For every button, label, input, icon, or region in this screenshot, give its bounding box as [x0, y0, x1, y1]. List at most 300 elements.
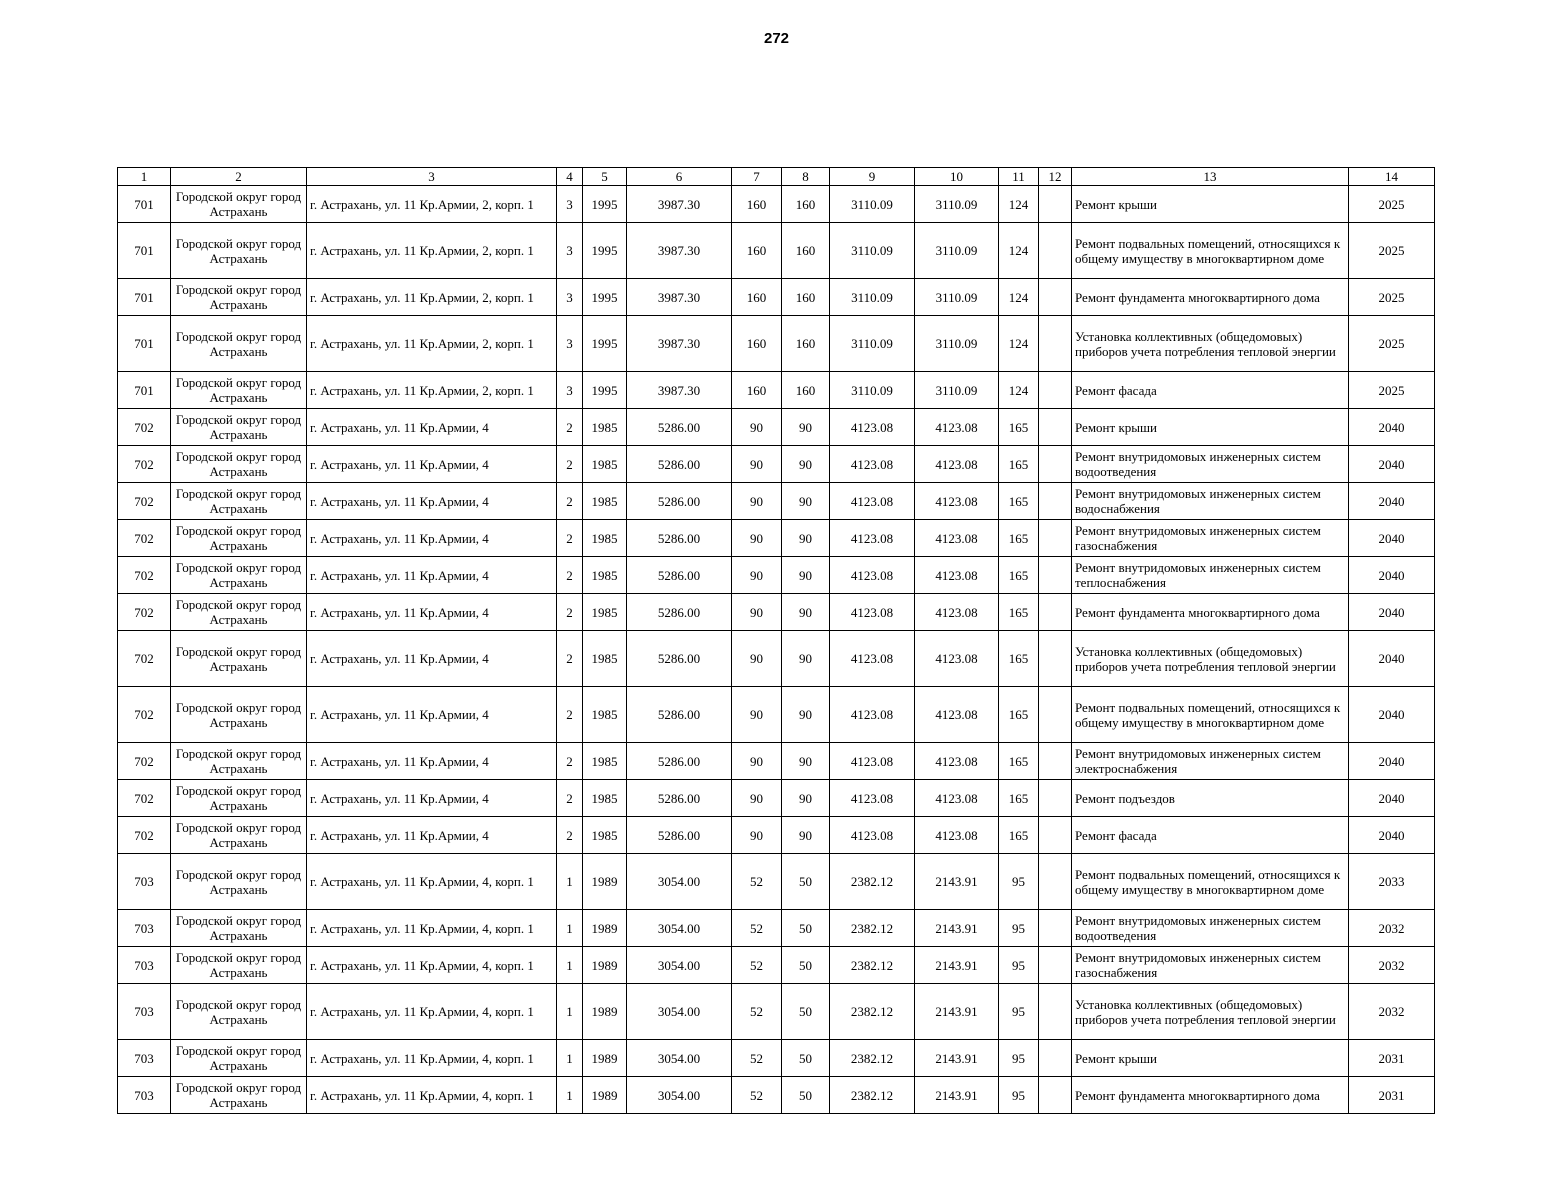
col12-cell: [1039, 743, 1072, 780]
col10-cell: 4123.08: [915, 743, 999, 780]
address-cell: г. Астрахань, ул. 11 Кр.Армии, 4: [307, 817, 557, 854]
col5-cell: 1989: [583, 1040, 627, 1077]
col6-cell: 3987.30: [627, 186, 732, 223]
col4-cell: 2: [557, 687, 583, 743]
col7-cell: 160: [732, 223, 782, 279]
col12-cell: [1039, 1077, 1072, 1114]
planned-year-cell: 2033: [1349, 854, 1435, 910]
work-type-cell: Ремонт внутридомовых инженерных систем теплоснабжения: [1072, 557, 1349, 594]
col4-cell: 2: [557, 557, 583, 594]
work-type-cell: Ремонт внутридомовых инженерных систем электроснабжения: [1072, 743, 1349, 780]
col6-cell: 5286.00: [627, 520, 732, 557]
col10-cell: 3110.09: [915, 316, 999, 372]
col12-cell: [1039, 817, 1072, 854]
house-number-cell: 703: [118, 1077, 171, 1114]
col6-cell: 3987.30: [627, 223, 732, 279]
col9-cell: 4123.08: [830, 594, 915, 631]
col7-cell: 52: [732, 1040, 782, 1077]
col12-cell: [1039, 279, 1072, 316]
address-cell: г. Астрахань, ул. 11 Кр.Армии, 2, корп. 1: [307, 186, 557, 223]
col11-cell: 165: [999, 483, 1039, 520]
house-number-cell: 702: [118, 687, 171, 743]
house-number-cell: 701: [118, 316, 171, 372]
col5-cell: 1989: [583, 910, 627, 947]
address-cell: г. Астрахань, ул. 11 Кр.Армии, 4, корп. 1: [307, 910, 557, 947]
municipality-cell: Городской округ город Астрахань: [171, 631, 307, 687]
col6-cell: 3054.00: [627, 947, 732, 984]
col5-cell: 1985: [583, 520, 627, 557]
col9-cell: 4123.08: [830, 817, 915, 854]
address-cell: г. Астрахань, ул. 11 Кр.Армии, 4: [307, 594, 557, 631]
column-header-6: 6: [627, 168, 732, 186]
col9-cell: 4123.08: [830, 557, 915, 594]
col4-cell: 2: [557, 409, 583, 446]
col10-cell: 4123.08: [915, 780, 999, 817]
col9-cell: 4123.08: [830, 483, 915, 520]
column-header-11: 11: [999, 168, 1039, 186]
table-row: [118, 631, 1435, 687]
col5-cell: 1985: [583, 743, 627, 780]
municipality-cell: Городской округ город Астрахань: [171, 557, 307, 594]
work-type-cell: Ремонт подвальных помещений, относящихся к общему имуществу в многоквартирном доме: [1072, 223, 1349, 279]
column-header-14: 14: [1349, 168, 1435, 186]
address-cell: г. Астрахань, ул. 11 Кр.Армии, 4: [307, 483, 557, 520]
col5-cell: 1985: [583, 780, 627, 817]
col6-cell: 5286.00: [627, 687, 732, 743]
house-number-cell: 703: [118, 947, 171, 984]
work-type-cell: Ремонт фундамента многоквартирного дома: [1072, 279, 1349, 316]
col4-cell: 2: [557, 743, 583, 780]
col11-cell: 165: [999, 687, 1039, 743]
col7-cell: 52: [732, 1077, 782, 1114]
col9-cell: 4123.08: [830, 631, 915, 687]
municipality-cell: Городской округ город Астрахань: [171, 1077, 307, 1114]
col4-cell: 1: [557, 910, 583, 947]
col8-cell: 90: [782, 520, 830, 557]
planned-year-cell: 2040: [1349, 446, 1435, 483]
house-number-cell: 702: [118, 409, 171, 446]
col11-cell: 95: [999, 1040, 1039, 1077]
col8-cell: 90: [782, 594, 830, 631]
col12-cell: [1039, 409, 1072, 446]
column-header-8: 8: [782, 168, 830, 186]
table-row: [118, 446, 1435, 483]
work-type-cell: Ремонт подвальных помещений, относящихся к общему имуществу в многоквартирном доме: [1072, 687, 1349, 743]
table-row: [118, 854, 1435, 910]
planned-year-cell: 2040: [1349, 631, 1435, 687]
col12-cell: [1039, 780, 1072, 817]
col7-cell: 90: [732, 594, 782, 631]
table-row: [118, 372, 1435, 409]
col7-cell: 90: [732, 743, 782, 780]
work-type-cell: Ремонт внутридомовых инженерных систем водоснабжения: [1072, 483, 1349, 520]
col4-cell: 2: [557, 483, 583, 520]
col4-cell: 2: [557, 520, 583, 557]
table-body: [118, 186, 1435, 1114]
header-row: [118, 168, 1435, 186]
column-header-13: 13: [1072, 168, 1349, 186]
col9-cell: 2382.12: [830, 1077, 915, 1114]
col12-cell: [1039, 186, 1072, 223]
table-row: [118, 947, 1435, 984]
col4-cell: 1: [557, 984, 583, 1040]
col6-cell: 5286.00: [627, 557, 732, 594]
col6-cell: 5286.00: [627, 594, 732, 631]
address-cell: г. Астрахань, ул. 11 Кр.Армии, 4: [307, 743, 557, 780]
planned-year-cell: 2025: [1349, 372, 1435, 409]
col11-cell: 165: [999, 817, 1039, 854]
planned-year-cell: 2040: [1349, 687, 1435, 743]
table-row: [118, 687, 1435, 743]
col11-cell: 165: [999, 594, 1039, 631]
col5-cell: 1985: [583, 557, 627, 594]
column-header-2: 2: [171, 168, 307, 186]
planned-year-cell: 2025: [1349, 186, 1435, 223]
col10-cell: 4123.08: [915, 817, 999, 854]
table-header: [118, 168, 1435, 186]
col10-cell: 2143.91: [915, 1077, 999, 1114]
house-number-cell: 702: [118, 594, 171, 631]
col11-cell: 124: [999, 279, 1039, 316]
planned-year-cell: 2040: [1349, 817, 1435, 854]
col4-cell: 3: [557, 223, 583, 279]
table-row: [118, 817, 1435, 854]
house-number-cell: 702: [118, 520, 171, 557]
col8-cell: 160: [782, 186, 830, 223]
work-type-cell: Ремонт крыши: [1072, 409, 1349, 446]
col9-cell: 2382.12: [830, 984, 915, 1040]
work-type-cell: Ремонт фасада: [1072, 372, 1349, 409]
col10-cell: 4123.08: [915, 687, 999, 743]
house-number-cell: 703: [118, 984, 171, 1040]
col10-cell: 4123.08: [915, 409, 999, 446]
column-header-1: 1: [118, 168, 171, 186]
col10-cell: 4123.08: [915, 631, 999, 687]
col5-cell: 1989: [583, 984, 627, 1040]
col9-cell: 3110.09: [830, 186, 915, 223]
col5-cell: 1995: [583, 316, 627, 372]
col7-cell: 52: [732, 910, 782, 947]
municipality-cell: Городской округ город Астрахань: [171, 279, 307, 316]
col10-cell: 2143.91: [915, 984, 999, 1040]
col5-cell: 1985: [583, 687, 627, 743]
col9-cell: 4123.08: [830, 780, 915, 817]
col6-cell: 5286.00: [627, 780, 732, 817]
col12-cell: [1039, 316, 1072, 372]
col11-cell: 95: [999, 1077, 1039, 1114]
col9-cell: 2382.12: [830, 1040, 915, 1077]
col11-cell: 165: [999, 743, 1039, 780]
col5-cell: 1985: [583, 631, 627, 687]
planned-year-cell: 2040: [1349, 743, 1435, 780]
address-cell: г. Астрахань, ул. 11 Кр.Армии, 4: [307, 520, 557, 557]
col10-cell: 3110.09: [915, 223, 999, 279]
col7-cell: 52: [732, 854, 782, 910]
house-number-cell: 701: [118, 279, 171, 316]
col7-cell: 160: [732, 279, 782, 316]
house-number-cell: 701: [118, 223, 171, 279]
col12-cell: [1039, 947, 1072, 984]
col5-cell: 1985: [583, 817, 627, 854]
table-row: [118, 186, 1435, 223]
house-number-cell: 702: [118, 557, 171, 594]
col11-cell: 95: [999, 910, 1039, 947]
col12-cell: [1039, 446, 1072, 483]
address-cell: г. Астрахань, ул. 11 Кр.Армии, 4: [307, 631, 557, 687]
work-type-cell: Ремонт крыши: [1072, 186, 1349, 223]
address-cell: г. Астрахань, ул. 11 Кр.Армии, 4, корп. 1: [307, 1077, 557, 1114]
col4-cell: 1: [557, 1040, 583, 1077]
col6-cell: 3987.30: [627, 279, 732, 316]
column-header-10: 10: [915, 168, 999, 186]
municipality-cell: Городской округ город Астрахань: [171, 1040, 307, 1077]
col7-cell: 90: [732, 817, 782, 854]
col8-cell: 90: [782, 446, 830, 483]
col9-cell: 4123.08: [830, 520, 915, 557]
planned-year-cell: 2032: [1349, 984, 1435, 1040]
col12-cell: [1039, 687, 1072, 743]
col7-cell: 52: [732, 984, 782, 1040]
col8-cell: 160: [782, 279, 830, 316]
col7-cell: 160: [732, 316, 782, 372]
col5-cell: 1985: [583, 446, 627, 483]
col8-cell: 50: [782, 854, 830, 910]
col12-cell: [1039, 520, 1072, 557]
col5-cell: 1985: [583, 483, 627, 520]
col10-cell: 4123.08: [915, 520, 999, 557]
address-cell: г. Астрахань, ул. 11 Кр.Армии, 2, корп. 1: [307, 223, 557, 279]
col11-cell: 124: [999, 372, 1039, 409]
col5-cell: 1985: [583, 594, 627, 631]
planned-year-cell: 2031: [1349, 1077, 1435, 1114]
col12-cell: [1039, 854, 1072, 910]
col8-cell: 160: [782, 372, 830, 409]
col8-cell: 90: [782, 780, 830, 817]
address-cell: г. Астрахань, ул. 11 Кр.Армии, 4: [307, 446, 557, 483]
col6-cell: 3054.00: [627, 1077, 732, 1114]
table-row: [118, 984, 1435, 1040]
col9-cell: 3110.09: [830, 279, 915, 316]
planned-year-cell: 2040: [1349, 594, 1435, 631]
col11-cell: 165: [999, 446, 1039, 483]
col4-cell: 3: [557, 316, 583, 372]
house-number-cell: 701: [118, 372, 171, 409]
planned-year-cell: 2040: [1349, 409, 1435, 446]
house-number-cell: 702: [118, 743, 171, 780]
table-row: [118, 594, 1435, 631]
col11-cell: 95: [999, 984, 1039, 1040]
table-row: [118, 557, 1435, 594]
col4-cell: 3: [557, 279, 583, 316]
table-row: [118, 483, 1435, 520]
house-number-cell: 702: [118, 446, 171, 483]
col12-cell: [1039, 372, 1072, 409]
col12-cell: [1039, 557, 1072, 594]
municipality-cell: Городской округ город Астрахань: [171, 409, 307, 446]
address-cell: г. Астрахань, ул. 11 Кр.Армии, 2, корп. 1: [307, 316, 557, 372]
col9-cell: 3110.09: [830, 316, 915, 372]
house-number-cell: 702: [118, 780, 171, 817]
planned-year-cell: 2025: [1349, 279, 1435, 316]
col4-cell: 2: [557, 631, 583, 687]
col9-cell: 2382.12: [830, 947, 915, 984]
col8-cell: 90: [782, 817, 830, 854]
col4-cell: 1: [557, 947, 583, 984]
col4-cell: 3: [557, 186, 583, 223]
column-header-12: 12: [1039, 168, 1072, 186]
planned-year-cell: 2040: [1349, 520, 1435, 557]
col7-cell: 160: [732, 186, 782, 223]
col4-cell: 3: [557, 372, 583, 409]
municipality-cell: Городской округ город Астрахань: [171, 947, 307, 984]
municipality-cell: Городской округ город Астрахань: [171, 372, 307, 409]
col8-cell: 50: [782, 910, 830, 947]
house-number-cell: 702: [118, 483, 171, 520]
col9-cell: 3110.09: [830, 372, 915, 409]
address-cell: г. Астрахань, ул. 11 Кр.Армии, 4, корп. 1: [307, 947, 557, 984]
col8-cell: 160: [782, 223, 830, 279]
col12-cell: [1039, 594, 1072, 631]
municipality-cell: Городской округ город Астрахань: [171, 520, 307, 557]
table-row: [118, 223, 1435, 279]
col9-cell: 4123.08: [830, 687, 915, 743]
col10-cell: 2143.91: [915, 1040, 999, 1077]
col5-cell: 1989: [583, 1077, 627, 1114]
col11-cell: 95: [999, 947, 1039, 984]
municipality-cell: Городской округ город Астрахань: [171, 984, 307, 1040]
col7-cell: 52: [732, 947, 782, 984]
work-type-cell: Ремонт внутридомовых инженерных систем газоснабжения: [1072, 947, 1349, 984]
col8-cell: 160: [782, 316, 830, 372]
work-type-cell: Ремонт фундамента многоквартирного дома: [1072, 1077, 1349, 1114]
work-type-cell: Ремонт фасада: [1072, 817, 1349, 854]
municipality-cell: Городской округ город Астрахань: [171, 817, 307, 854]
col7-cell: 90: [732, 780, 782, 817]
col8-cell: 90: [782, 409, 830, 446]
col9-cell: 2382.12: [830, 854, 915, 910]
column-header-3: 3: [307, 168, 557, 186]
house-number-cell: 703: [118, 854, 171, 910]
col6-cell: 3054.00: [627, 1040, 732, 1077]
col8-cell: 50: [782, 947, 830, 984]
col7-cell: 90: [732, 520, 782, 557]
col7-cell: 90: [732, 557, 782, 594]
repair-schedule-table: [117, 167, 1435, 1114]
house-number-cell: 702: [118, 631, 171, 687]
col11-cell: 124: [999, 186, 1039, 223]
col8-cell: 90: [782, 743, 830, 780]
house-number-cell: 703: [118, 910, 171, 947]
work-type-cell: Ремонт фундамента многоквартирного дома: [1072, 594, 1349, 631]
municipality-cell: Городской округ город Астрахань: [171, 316, 307, 372]
planned-year-cell: 2032: [1349, 947, 1435, 984]
col7-cell: 90: [732, 446, 782, 483]
municipality-cell: Городской округ город Астрахань: [171, 594, 307, 631]
planned-year-cell: 2040: [1349, 557, 1435, 594]
col10-cell: 3110.09: [915, 186, 999, 223]
col6-cell: 3987.30: [627, 372, 732, 409]
col12-cell: [1039, 483, 1072, 520]
col10-cell: 2143.91: [915, 947, 999, 984]
work-type-cell: Ремонт внутридомовых инженерных систем водоотведения: [1072, 910, 1349, 947]
column-header-5: 5: [583, 168, 627, 186]
col6-cell: 3054.00: [627, 984, 732, 1040]
col6-cell: 5286.00: [627, 743, 732, 780]
table-row: [118, 780, 1435, 817]
col12-cell: [1039, 984, 1072, 1040]
column-header-4: 4: [557, 168, 583, 186]
col8-cell: 50: [782, 984, 830, 1040]
municipality-cell: Городской округ город Астрахань: [171, 854, 307, 910]
col11-cell: 124: [999, 316, 1039, 372]
col6-cell: 5286.00: [627, 409, 732, 446]
col11-cell: 165: [999, 409, 1039, 446]
col10-cell: 4123.08: [915, 483, 999, 520]
col10-cell: 3110.09: [915, 372, 999, 409]
col4-cell: 1: [557, 1077, 583, 1114]
work-type-cell: Ремонт подвальных помещений, относящихся к общему имуществу в многоквартирном доме: [1072, 854, 1349, 910]
table-row: [118, 520, 1435, 557]
col8-cell: 90: [782, 557, 830, 594]
col4-cell: 1: [557, 854, 583, 910]
col9-cell: 3110.09: [830, 223, 915, 279]
table-row: [118, 910, 1435, 947]
address-cell: г. Астрахань, ул. 11 Кр.Армии, 4, корп. 1: [307, 1040, 557, 1077]
municipality-cell: Городской округ город Астрахань: [171, 223, 307, 279]
column-header-9: 9: [830, 168, 915, 186]
col10-cell: 4123.08: [915, 446, 999, 483]
col11-cell: 165: [999, 557, 1039, 594]
col5-cell: 1995: [583, 186, 627, 223]
col11-cell: 165: [999, 780, 1039, 817]
col11-cell: 165: [999, 631, 1039, 687]
work-type-cell: Установка коллективных (общедомовых) приборов учета потребления тепловой энергии: [1072, 631, 1349, 687]
address-cell: г. Астрахань, ул. 11 Кр.Армии, 4, корп. 1: [307, 984, 557, 1040]
municipality-cell: Городской округ город Астрахань: [171, 186, 307, 223]
col7-cell: 90: [732, 687, 782, 743]
col9-cell: 4123.08: [830, 743, 915, 780]
house-number-cell: 702: [118, 817, 171, 854]
col4-cell: 2: [557, 780, 583, 817]
planned-year-cell: 2040: [1349, 780, 1435, 817]
col5-cell: 1995: [583, 372, 627, 409]
col7-cell: 90: [732, 631, 782, 687]
col10-cell: 4123.08: [915, 557, 999, 594]
planned-year-cell: 2031: [1349, 1040, 1435, 1077]
col10-cell: 2143.91: [915, 854, 999, 910]
col5-cell: 1989: [583, 854, 627, 910]
col7-cell: 90: [732, 409, 782, 446]
col6-cell: 3987.30: [627, 316, 732, 372]
col6-cell: 5286.00: [627, 483, 732, 520]
table-row: [118, 743, 1435, 780]
col4-cell: 2: [557, 817, 583, 854]
work-type-cell: Установка коллективных (общедомовых) приборов учета потребления тепловой энергии: [1072, 316, 1349, 372]
col8-cell: 90: [782, 687, 830, 743]
col5-cell: 1985: [583, 409, 627, 446]
col12-cell: [1039, 631, 1072, 687]
col8-cell: 50: [782, 1040, 830, 1077]
work-type-cell: Установка коллективных (общедомовых) приборов учета потребления тепловой энергии: [1072, 984, 1349, 1040]
col8-cell: 90: [782, 631, 830, 687]
col4-cell: 2: [557, 594, 583, 631]
col10-cell: 4123.08: [915, 594, 999, 631]
municipality-cell: Городской округ город Астрахань: [171, 446, 307, 483]
col9-cell: 4123.08: [830, 409, 915, 446]
address-cell: г. Астрахань, ул. 11 Кр.Армии, 4: [307, 687, 557, 743]
page-number: 272: [763, 30, 790, 47]
house-number-cell: 701: [118, 186, 171, 223]
